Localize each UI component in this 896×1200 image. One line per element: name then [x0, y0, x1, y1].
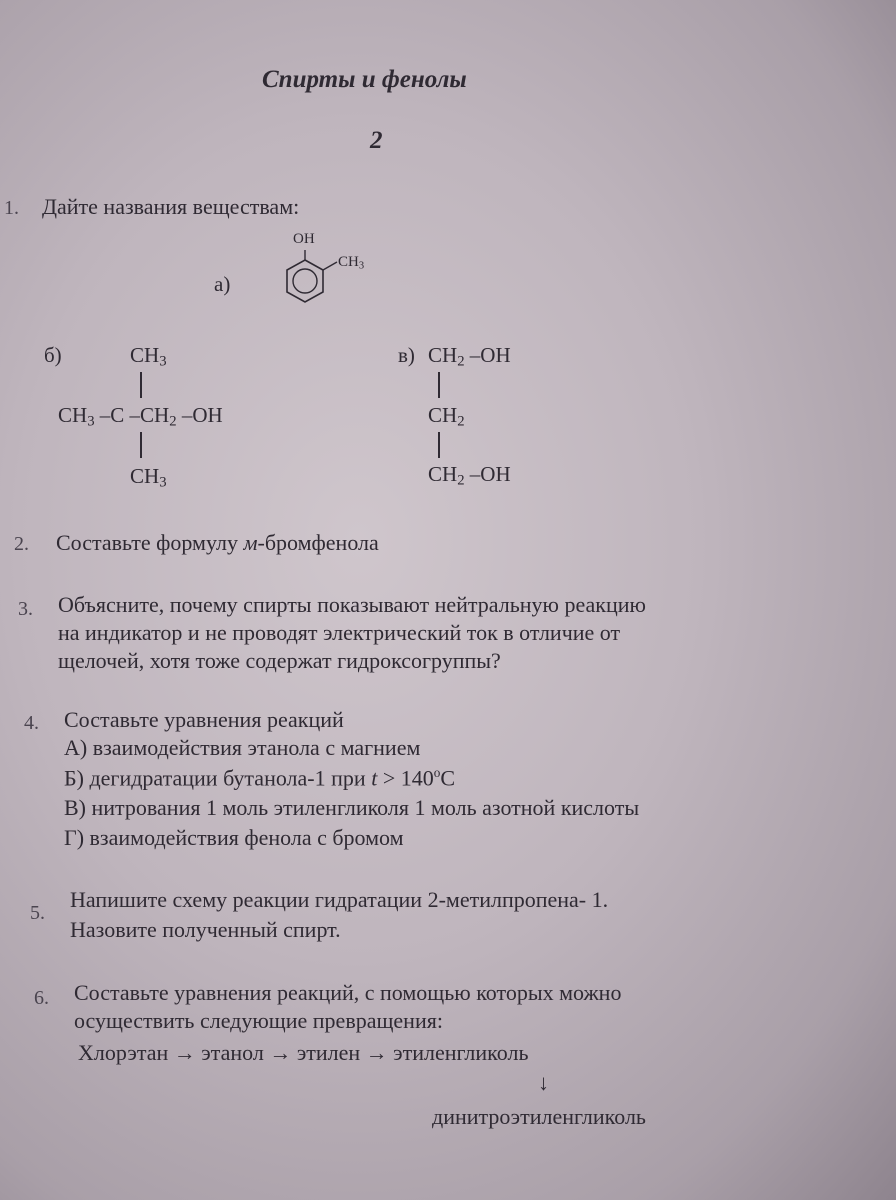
compound-b-bond-bottom — [140, 432, 142, 458]
question-4-item-b: Б) дегидратации бутанола-1 при $t > 140^oC$ — [64, 765, 456, 791]
question-6-line-2: осуществить следующие превращения: — [74, 1008, 443, 1033]
question-4-number: 4. — [24, 712, 39, 734]
question-3-line-1: Объясните, почему спирты показывают нейтральную реакцию — [58, 592, 646, 617]
compound-c-bond-bottom — [438, 432, 440, 458]
question-2-text: Составьте формулу м-бромфенола — [56, 530, 379, 555]
question-4-item-a: А) взаимодействия этанола с магнием — [64, 735, 421, 760]
question-1-text: Дайте названия веществам: — [42, 194, 300, 219]
down-arrow-icon: ↓ — [538, 1070, 549, 1095]
compound-c-middle: $CH_2$ — [428, 403, 465, 430]
compound-c-bottom: $CH_2$ –OH — [428, 462, 511, 489]
compound-c-top: $CH_2$ –OH — [428, 343, 511, 370]
compound-c-bond-top — [438, 372, 440, 398]
compound-b-label: б) — [44, 343, 62, 367]
question-6-number: 6. — [34, 987, 49, 1009]
question-5-number: 5. — [30, 902, 45, 924]
question-3-number: 3. — [18, 598, 33, 620]
question-4-item-d: Г) взаимодействия фенола с бромом — [64, 825, 404, 850]
question-5-line-2: Назовите полученный спирт. — [70, 917, 341, 942]
compound-a-label: а) — [214, 272, 231, 296]
compound-c-label: в) — [398, 343, 415, 367]
benzene-ring-structure — [275, 248, 355, 328]
question-4-item-c: В) нитрования 1 моль этиленгликоля 1 моль азотной кислоты — [64, 795, 640, 820]
question-2-number: 2. — [14, 533, 29, 555]
transformation-chain: Хлорэтан → этанол → этилен → этиленгликоль — [78, 1040, 529, 1065]
question-3-line-3: щелочей, хотя тоже содержат гидроксогруппы? — [58, 648, 501, 673]
compound-a-ch3: $CH_3$ — [338, 254, 365, 272]
compound-b-bottom-methyl: $CH_3$ — [130, 464, 167, 491]
compound-b-top-methyl: $CH_3$ — [130, 343, 167, 370]
variant-number: 2 — [370, 127, 383, 154]
question-3-line-2: на индикатор и не проводят электрический ток в отличие от — [58, 620, 621, 645]
compound-b-main-chain: $CH_3$ –C $-CH_2$ –OH — [58, 403, 223, 430]
transformation-product: динитроэтиленгликоль — [432, 1104, 646, 1129]
compound-b-bond-top — [140, 372, 142, 398]
question-4-text: Составьте уравнения реакций — [64, 707, 344, 732]
question-6-line-1: Составьте уравнения реакций, с помощью которых можно — [74, 980, 622, 1005]
question-5-line-1: Напишите схему реакции гидратации 2-метилпропена- 1. — [70, 887, 609, 912]
question-1-number: 1. — [4, 197, 19, 219]
compound-a-oh: OH — [293, 231, 315, 247]
page-title: Спирты и фенолы — [262, 66, 467, 93]
